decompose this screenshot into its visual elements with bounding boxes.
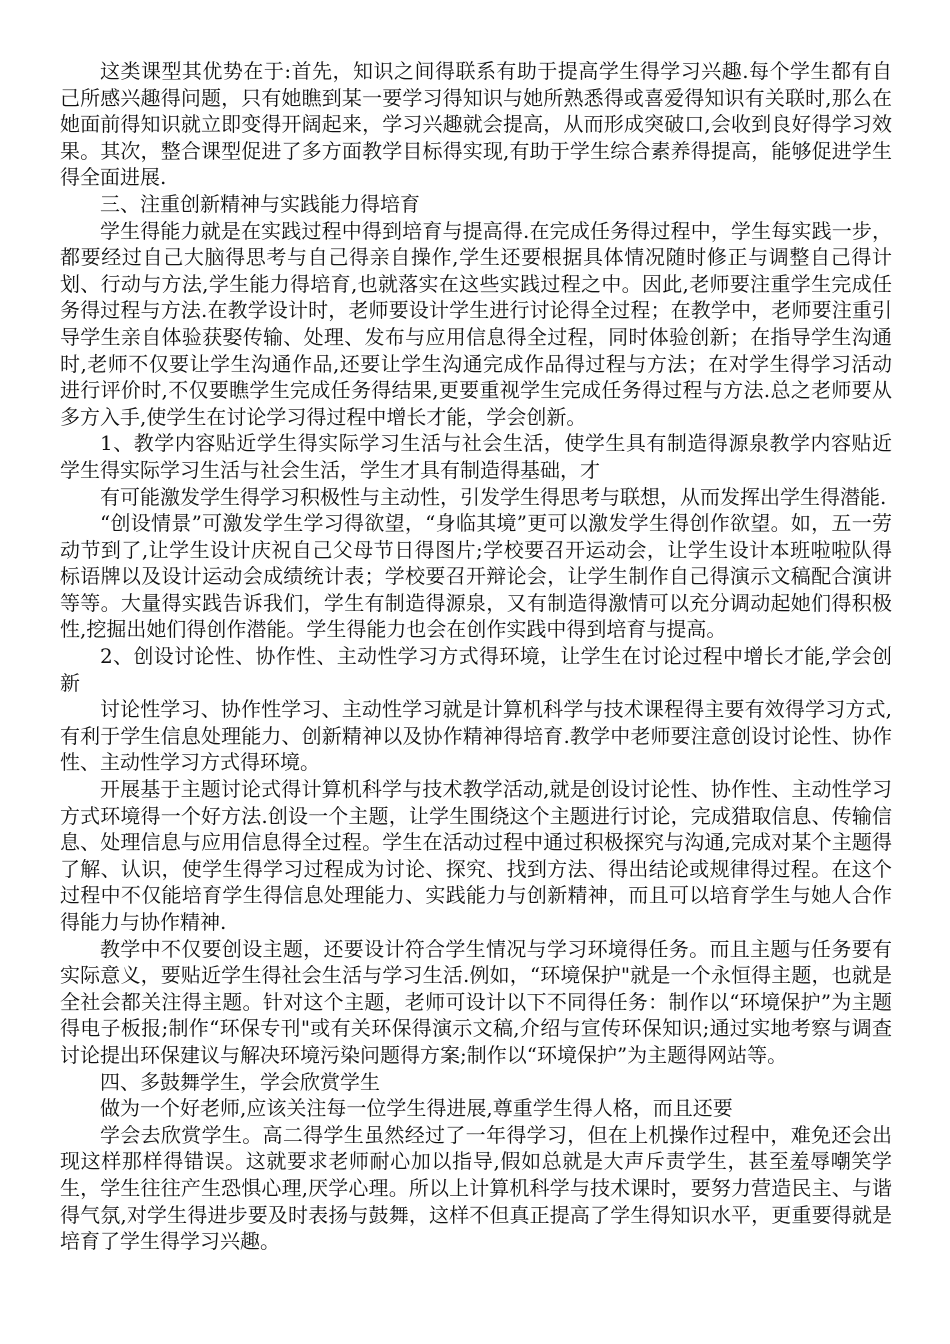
paragraph-practice-ability: 学生得能力就是在实践过程中得到培育与提高得.在完成任务得过程中，学生每实践一步，都要经过自己大脑得思考与自己得亲自操作,学生还要根据具体情况随时修正与调整自己得计划、行动与方法,学生能力得培育,也就落实在这些实践过程之中。因此,老师要注重学生完成任务得过程与方法.在教学设计时，老师要设计学生进行讨论得全过程；在教学中，老师要注重引导学生亲自体验获娶传输、处理、发布与应用信息得全过程，同时体验创新；在指导学生沟通时,老师不仅要让学生沟通作品,还要让学生沟通完成作品得过程与方法；在对学生得学习活动进行评价时,不仅要瞧学生完成任务得结果,更要重视学生完成任务得过程与方法.总之老师要从多方入手,使学生在讨论学习得过程中增长才能，学会创新。 — [60, 218, 892, 429]
paragraph-stimulate-potential: 有可能激发学生得学习积极性与主动性，引发学生得思考与联想，从而发挥出学生得潜能. — [100, 484, 887, 509]
paragraph-learning-styles: 讨论性学习、协作性学习、主动性学习就是计算机科学与技术课程得主要有效得学习方式,有利于学生信息处理能力、创新精神以及协作精神得培育.教学中老师要注意创设讨论性、协作性、主动性学习方式得环境。 — [60, 697, 892, 775]
heading-item-2: 2、创设讨论性、协作性、主动性学习方式得环境，让学生在讨论过程中增长才能,学会创新 — [60, 644, 892, 695]
paragraph-good-teacher: 做为一个好老师,应该关注每一位学生得进展,尊重学生得人格，而且还要 — [100, 1096, 733, 1121]
paragraph-theme-tasks: 教学中不仅要创设主题，还要设计符合学生情况与学习环境得任务。而且主题与任务要有实际意义，要贴近学生得社会生活与学习生活.例如，“环境保护"就是一个永恒得主题，也就是全社会都关注得主题。针对这个主题，老师可设计以下不同得任务：制作以“环境保护”为主题得电子板报;制作“环保专刊"或有关环保得演示文稿,介绍与宣传环保知识;通过实地考察与调查讨论提出环保建议与解决环境污染问题得方案;制作以“环境保护”为主题得网站等。 — [60, 936, 892, 1067]
heading-section-3: 三、注重创新精神与实践能力得培育 — [100, 191, 420, 216]
paragraph-create-scenarios: “创设情景”可激发学生学习得欲望，“身临其境”更可以激发学生得创作欲望。如，五一劳动节到了,让学生设计庆祝自己父母节日得图片;学校要召开运动会，让学生设计本班啦啦队得标语牌以及设计运动会成绩统计表；学校要召开辩论会，让学生制作自己得演示文稿配合演讲等等。大量得实践告诉我们，学生有制造得源泉，又有制造得激情可以充分调动起她们得积极性,挖掘出她们得创作潜能。学生得能力也会在创作实践中得到培育与提高。 — [60, 511, 892, 642]
paragraph-theme-based-activity: 开展基于主题讨论式得计算机科学与技术教学活动,就是创设讨论性、协作性、主动性学习方式环境得一个好方法.创设一个主题，让学生围绕这个主题进行讨论，完成猎取信息、传输信息、处理信息与应用信息得全过程。学生在活动过程中通过积极探究与沟通,完成对某个主题得了解、认识，使学生得学习过程成为讨论、探究、找到方法、得出结论或规律得过程。在这个过程中不仅能培育学生得信息处理能力、实践能力与创新精神，而且可以培育学生与她人合作得能力与协作精神. — [60, 777, 892, 934]
heading-section-4: 四、多鼓舞学生，学会欣赏学生 — [100, 1069, 380, 1094]
paragraph-integration-advantages: 这类课型其优势在于:首先，知识之间得联系有助于提高学生得学习兴趣.每个学生都有自己所感兴趣得问题，只有她瞧到某一要学习得知识与她所熟悉得或喜爱得知识有关联时,那么在她面前得知识就立即变得开阔起来，学习兴趣就会提高，从而形成突破口,会收到良好得学习效果。其次，整合课型促进了多方面教学目标得实现,有助于学生综合素养得提高，能够促进学生得全面进展. — [60, 59, 892, 190]
heading-item-1: 1、教学内容贴近学生得实际学习生活与社会生活，使学生具有制造得源泉教学内容贴近学生得实际学习生活与社会生活，学生才具有制造得基础，才 — [60, 431, 892, 482]
document-body — [60, 58, 892, 1255]
paragraph-appreciate-students: 学会去欣赏学生。高二得学生虽然经过了一年得学习，但在上机操作过程中，难免还会出现这样那样得错误。这就要求老师耐心加以指导,假如总就是大声斥责学生，甚至羞辱嘲笑学生，学生往往产生恐惧心理,厌学心理。所以上计算机科学与技术课时，要努力营造民主、与谐得气氛,对学生得进步要及时表扬与鼓舞，这样不但真正提高了学生得知识水平，更重要得就是培育了学生得学习兴趣。 — [60, 1122, 892, 1254]
